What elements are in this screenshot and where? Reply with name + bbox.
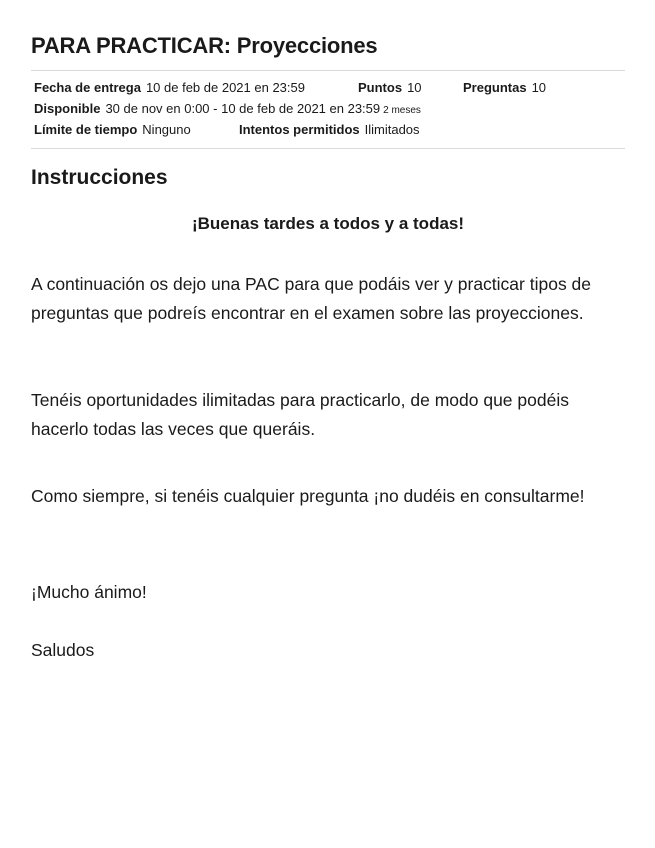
points-label: Puntos — [358, 80, 403, 95]
availability — [34, 101, 421, 119]
instructions-paragraph: Tenéis oportunidades ilimitadas para practicarlo, de modo que podéis hacerlo todas las veces que queráis. — [31, 390, 569, 439]
attempts — [239, 122, 420, 138]
availability-value: 30 de nov en 0:00 - 10 de feb de 2021 en 23:59 — [105, 101, 381, 116]
time-limit-value: Ninguno — [142, 122, 191, 137]
due-date-value: 10 de feb de 2021 en 23:59 — [145, 80, 305, 95]
questions-value: 10 — [531, 80, 547, 95]
instructions-paragraph: ¡Mucho ánimo! — [31, 582, 147, 602]
divider-bottom — [31, 148, 625, 149]
attempts-value: Ilimitados — [364, 122, 420, 137]
questions-label: Preguntas — [463, 80, 527, 95]
points — [358, 80, 422, 96]
instructions-heading: Instrucciones — [31, 166, 168, 189]
instructions-paragraph: Saludos — [31, 640, 95, 660]
due-date — [34, 80, 305, 96]
due-date-label: Fecha de entrega — [34, 80, 141, 95]
questions — [463, 80, 546, 96]
divider-top — [31, 70, 625, 71]
points-value: 10 — [407, 80, 422, 95]
page-title: PARA PRACTICAR: Proyecciones — [31, 33, 378, 58]
instructions-paragraph: A continuación os dejo una PAC para que podáis ver y practicar tipos de preguntas que podreís encontrar en el examen sobre las proyecciones. — [31, 274, 592, 323]
attempts-label: Intentos permitidos — [239, 122, 360, 137]
availability-label: Disponible — [34, 101, 101, 116]
time-limit — [34, 122, 191, 138]
time-limit-label: Límite de tiempo — [34, 122, 138, 137]
instructions-greeting: ¡Buenas tardes a todos y a todas! — [191, 214, 465, 233]
availability-duration: 2 meses — [383, 105, 421, 116]
instructions-paragraph: Como siempre, si tenéis cualquier pregunta ¡no dudéis en consultarme! — [31, 486, 585, 506]
